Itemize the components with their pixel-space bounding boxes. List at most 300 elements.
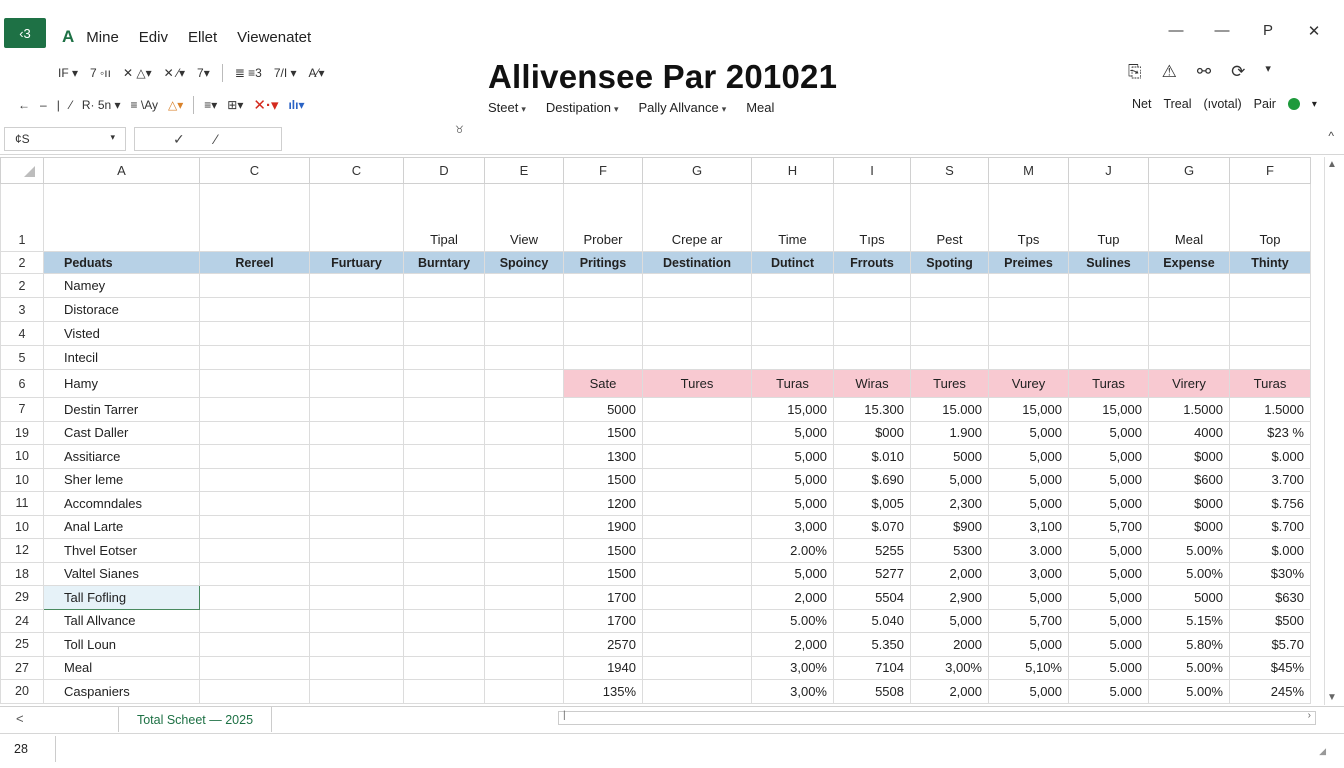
highlight-cell[interactable]: Turas: [1230, 370, 1311, 398]
value-cell[interactable]: 5,10%: [989, 656, 1069, 680]
header-cell[interactable]: Pest: [911, 184, 989, 252]
row-header[interactable]: 10: [1, 515, 44, 539]
value-cell[interactable]: 5,000: [989, 492, 1069, 516]
value-cell[interactable]: $45%: [1230, 656, 1311, 680]
column-title-cell[interactable]: Pritings: [564, 252, 643, 274]
edit-icon[interactable]: ⁄: [214, 131, 218, 147]
ribbon-sort-button[interactable]: ≡▾: [204, 98, 218, 112]
empty-cell[interactable]: [485, 370, 564, 398]
empty-cell[interactable]: [485, 562, 564, 586]
value-cell[interactable]: 3,00%: [752, 680, 834, 704]
alert-icon[interactable]: ⚠: [1161, 62, 1177, 81]
column-header[interactable]: C: [200, 158, 310, 184]
empty-cell[interactable]: [404, 322, 485, 346]
value-cell[interactable]: [643, 680, 752, 704]
header-cell[interactable]: [310, 184, 404, 252]
selected-cell[interactable]: Tall Fofling: [44, 586, 200, 610]
value-cell[interactable]: 135%: [564, 680, 643, 704]
ribbon-format-button[interactable]: ≣ ≡3: [234, 66, 262, 80]
column-title-cell[interactable]: Dutinct: [752, 252, 834, 274]
tab-steet[interactable]: [488, 100, 526, 115]
value-cell[interactable]: 5,000: [1069, 421, 1149, 445]
empty-cell[interactable]: [200, 274, 310, 298]
value-cell[interactable]: 5,000: [989, 421, 1069, 445]
value-cell[interactable]: 1.900: [911, 421, 989, 445]
value-cell[interactable]: 5255: [834, 539, 911, 563]
value-cell[interactable]: [643, 562, 752, 586]
value-cell[interactable]: 3,100: [989, 515, 1069, 539]
value-cell[interactable]: 5000: [1149, 586, 1230, 610]
empty-cell[interactable]: [310, 398, 404, 422]
scroll-down-icon[interactable]: ▼: [1327, 692, 1337, 703]
value-cell[interactable]: [643, 421, 752, 445]
empty-cell[interactable]: [485, 346, 564, 370]
empty-cell[interactable]: [643, 322, 752, 346]
header-cell[interactable]: Top: [1230, 184, 1311, 252]
value-cell[interactable]: $.756: [1230, 492, 1311, 516]
column-title-cell[interactable]: Spoting: [911, 252, 989, 274]
tab-prev-icon[interactable]: <: [16, 711, 24, 726]
label-cell[interactable]: Hamy: [44, 370, 200, 398]
header-cell[interactable]: [44, 184, 200, 252]
header-cell[interactable]: Meal: [1149, 184, 1230, 252]
empty-cell[interactable]: [200, 322, 310, 346]
empty-cell[interactable]: [485, 609, 564, 633]
value-cell[interactable]: 15,000: [752, 398, 834, 422]
column-header[interactable]: A: [44, 158, 200, 184]
empty-cell[interactable]: [200, 633, 310, 657]
restore-button[interactable]: P: [1262, 22, 1273, 39]
value-cell[interactable]: 2,300: [911, 492, 989, 516]
ribbon-font-button[interactable]: A⁄▾: [308, 66, 325, 80]
empty-cell[interactable]: [1230, 274, 1311, 298]
empty-cell[interactable]: [752, 322, 834, 346]
empty-cell[interactable]: [404, 539, 485, 563]
vertical-scrollbar[interactable]: [1324, 157, 1340, 705]
value-cell[interactable]: 5.350: [834, 633, 911, 657]
empty-cell[interactable]: [310, 586, 404, 610]
app-logo[interactable]: ‹3: [4, 18, 46, 48]
row-header[interactable]: 29: [1, 586, 44, 610]
empty-cell[interactable]: [911, 274, 989, 298]
ribbon-filter-button[interactable]: IF ▾: [58, 66, 79, 80]
value-cell[interactable]: 5504: [834, 586, 911, 610]
value-cell[interactable]: 5,000: [989, 633, 1069, 657]
row-header[interactable]: 4: [1, 322, 44, 346]
empty-cell[interactable]: [1230, 322, 1311, 346]
value-cell[interactable]: 5,000: [989, 680, 1069, 704]
value-cell[interactable]: 1940: [564, 656, 643, 680]
empty-cell[interactable]: [310, 609, 404, 633]
value-cell[interactable]: $500: [1230, 609, 1311, 633]
empty-cell[interactable]: [310, 445, 404, 469]
column-title-cell[interactable]: Frrouts: [834, 252, 911, 274]
highlight-cell[interactable]: Tures: [911, 370, 989, 398]
empty-cell[interactable]: [404, 445, 485, 469]
value-cell[interactable]: $5.70: [1230, 633, 1311, 657]
value-cell[interactable]: $000: [834, 421, 911, 445]
label-cell[interactable]: Namey: [44, 274, 200, 298]
empty-cell[interactable]: [485, 298, 564, 322]
highlight-cell[interactable]: Virery: [1149, 370, 1230, 398]
empty-cell[interactable]: [643, 274, 752, 298]
ribbon-font-size-button[interactable]: 7 ◦ıı: [90, 66, 111, 80]
horizontal-scrollbar[interactable]: [558, 711, 1316, 725]
value-cell[interactable]: 15.000: [911, 398, 989, 422]
value-cell[interactable]: [643, 468, 752, 492]
column-header[interactable]: E: [485, 158, 564, 184]
empty-cell[interactable]: [1149, 274, 1230, 298]
ribbon-table-button[interactable]: ⊞▾: [227, 98, 244, 112]
value-cell[interactable]: 2000: [911, 633, 989, 657]
value-cell[interactable]: 5,700: [989, 609, 1069, 633]
column-header[interactable]: J: [1069, 158, 1149, 184]
value-cell[interactable]: 3,00%: [911, 656, 989, 680]
menu-mine[interactable]: Mine: [86, 28, 119, 46]
value-cell[interactable]: 5,000: [752, 562, 834, 586]
empty-cell[interactable]: [310, 492, 404, 516]
ribbon-toggle-button[interactable]: —: [1168, 22, 1184, 39]
column-title-cell[interactable]: Rereel: [200, 252, 310, 274]
value-cell[interactable]: 2.00%: [752, 539, 834, 563]
value-cell[interactable]: $.700: [1230, 515, 1311, 539]
value-cell[interactable]: 4000: [1149, 421, 1230, 445]
empty-cell[interactable]: [485, 680, 564, 704]
empty-cell[interactable]: [1230, 298, 1311, 322]
ribbon-clear-button[interactable]: ✕ △▾: [122, 66, 152, 80]
empty-cell[interactable]: [310, 562, 404, 586]
value-cell[interactable]: 1200: [564, 492, 643, 516]
value-cell[interactable]: 5,000: [989, 445, 1069, 469]
empty-cell[interactable]: [989, 274, 1069, 298]
row-header[interactable]: 27: [1, 656, 44, 680]
highlight-cell[interactable]: Tures: [643, 370, 752, 398]
ribbon-bar-button[interactable]: |: [56, 98, 60, 112]
value-cell[interactable]: 5508: [834, 680, 911, 704]
empty-cell[interactable]: [200, 586, 310, 610]
value-cell[interactable]: $000: [1149, 492, 1230, 516]
row-header[interactable]: 25: [1, 633, 44, 657]
value-cell[interactable]: 5277: [834, 562, 911, 586]
net-label[interactable]: Net: [1132, 97, 1152, 111]
value-cell[interactable]: [643, 445, 752, 469]
label-cell[interactable]: Visted: [44, 322, 200, 346]
empty-cell[interactable]: [485, 421, 564, 445]
empty-cell[interactable]: [834, 346, 911, 370]
row-header[interactable]: 18: [1, 562, 44, 586]
row-header[interactable]: 6: [1, 370, 44, 398]
value-cell[interactable]: 5.00%: [1149, 680, 1230, 704]
value-cell[interactable]: $.000: [1230, 445, 1311, 469]
value-cell[interactable]: 5,000: [1069, 445, 1149, 469]
column-title-cell[interactable]: Spoincy: [485, 252, 564, 274]
header-cell[interactable]: [200, 184, 310, 252]
empty-cell[interactable]: [752, 298, 834, 322]
empty-cell[interactable]: [310, 370, 404, 398]
empty-cell[interactable]: [200, 656, 310, 680]
value-cell[interactable]: 2,900: [911, 586, 989, 610]
empty-cell[interactable]: [834, 298, 911, 322]
column-header[interactable]: H: [752, 158, 834, 184]
value-cell[interactable]: [643, 609, 752, 633]
empty-cell[interactable]: [911, 298, 989, 322]
column-title-cell[interactable]: Expense: [1149, 252, 1230, 274]
empty-cell[interactable]: [404, 370, 485, 398]
column-title-cell[interactable]: Preimes: [989, 252, 1069, 274]
value-cell[interactable]: 5.00%: [1149, 562, 1230, 586]
label-cell[interactable]: Destin Tarrer: [44, 398, 200, 422]
menu-viewenatet[interactable]: Viewenatet: [237, 28, 312, 46]
empty-cell[interactable]: [485, 586, 564, 610]
row-header[interactable]: 2: [1, 274, 44, 298]
collapse-ribbon-icon[interactable]: ^: [1328, 129, 1334, 143]
empty-cell[interactable]: [200, 346, 310, 370]
value-cell[interactable]: 5,000: [752, 421, 834, 445]
value-cell[interactable]: $.690: [834, 468, 911, 492]
empty-cell[interactable]: [200, 445, 310, 469]
value-cell[interactable]: 1900: [564, 515, 643, 539]
menu-ediv[interactable]: Ediv: [138, 28, 168, 46]
empty-cell[interactable]: [200, 421, 310, 445]
empty-cell[interactable]: [200, 468, 310, 492]
value-cell[interactable]: 5.00%: [752, 609, 834, 633]
ribbon-style-button[interactable]: R· 5n ▾: [81, 98, 121, 112]
empty-cell[interactable]: [752, 346, 834, 370]
column-title-cell[interactable]: Sulines: [1069, 252, 1149, 274]
value-cell[interactable]: 245%: [1230, 680, 1311, 704]
empty-cell[interactable]: [485, 656, 564, 680]
highlight-cell[interactable]: Wiras: [834, 370, 911, 398]
menu-ellet[interactable]: Ellet: [187, 28, 218, 46]
empty-cell[interactable]: [404, 398, 485, 422]
minimize-button[interactable]: —: [1214, 22, 1230, 39]
value-cell[interactable]: $30%: [1230, 562, 1311, 586]
header-cell[interactable]: View: [485, 184, 564, 252]
empty-cell[interactable]: [404, 468, 485, 492]
label-cell[interactable]: Distorace: [44, 298, 200, 322]
empty-cell[interactable]: [485, 468, 564, 492]
value-cell[interactable]: 5.040: [834, 609, 911, 633]
label-cell[interactable]: Sher leme: [44, 468, 200, 492]
empty-cell[interactable]: [643, 298, 752, 322]
sheet-tab-total[interactable]: Total Scheet — 2025: [118, 707, 272, 732]
column-header[interactable]: F: [564, 158, 643, 184]
highlight-cell[interactable]: Turas: [1069, 370, 1149, 398]
empty-cell[interactable]: [564, 298, 643, 322]
column-header[interactable]: M: [989, 158, 1069, 184]
row-header[interactable]: 10: [1, 468, 44, 492]
value-cell[interactable]: [643, 656, 752, 680]
empty-cell[interactable]: [564, 274, 643, 298]
label-cell[interactable]: Thvel Eotser: [44, 539, 200, 563]
empty-cell[interactable]: [200, 492, 310, 516]
empty-cell[interactable]: [404, 656, 485, 680]
label-cell[interactable]: Accomndales: [44, 492, 200, 516]
value-cell[interactable]: [643, 492, 752, 516]
empty-cell[interactable]: [564, 346, 643, 370]
empty-cell[interactable]: [752, 274, 834, 298]
value-cell[interactable]: $000: [1149, 445, 1230, 469]
value-cell[interactable]: 5,000: [1069, 492, 1149, 516]
label-cell[interactable]: Intecil: [44, 346, 200, 370]
column-title-cell[interactable]: Destination: [643, 252, 752, 274]
empty-cell[interactable]: [200, 398, 310, 422]
value-cell[interactable]: $630: [1230, 586, 1311, 610]
empty-cell[interactable]: [485, 445, 564, 469]
ribbon-align-button[interactable]: ≡ \Ay: [130, 98, 158, 112]
value-cell[interactable]: $000: [1149, 515, 1230, 539]
empty-cell[interactable]: [310, 346, 404, 370]
name-box[interactable]: [4, 127, 126, 151]
empty-cell[interactable]: [834, 322, 911, 346]
row-header[interactable]: 7: [1, 398, 44, 422]
empty-cell[interactable]: [404, 492, 485, 516]
value-cell[interactable]: $23 %: [1230, 421, 1311, 445]
value-cell[interactable]: 5000: [564, 398, 643, 422]
label-cell[interactable]: Assitiarce: [44, 445, 200, 469]
fill-color-icon[interactable]: △▾: [168, 98, 184, 112]
value-cell[interactable]: 5.000: [1069, 656, 1149, 680]
value-cell[interactable]: 5.00%: [1149, 539, 1230, 563]
ribbon-number-button[interactable]: 7▾: [197, 66, 210, 80]
empty-cell[interactable]: [404, 562, 485, 586]
label-cell[interactable]: Anal Larte: [44, 515, 200, 539]
empty-cell[interactable]: [485, 515, 564, 539]
column-title-cell[interactable]: Furtuary: [310, 252, 404, 274]
row-header[interactable]: 2: [1, 252, 44, 274]
empty-cell[interactable]: [911, 322, 989, 346]
resize-grip-icon[interactable]: ◢: [1319, 746, 1326, 756]
chart-icon[interactable]: ılı▾: [288, 98, 305, 112]
empty-cell[interactable]: [200, 298, 310, 322]
chevron-down-icon[interactable]: ▾: [1311, 98, 1317, 110]
column-header[interactable]: G: [643, 158, 752, 184]
empty-cell[interactable]: [200, 539, 310, 563]
confirm-icon[interactable]: ✓: [173, 130, 185, 147]
undo-arrow-icon[interactable]: ←: [18, 98, 30, 112]
empty-cell[interactable]: [310, 322, 404, 346]
header-cell[interactable]: Tıps: [834, 184, 911, 252]
value-cell[interactable]: 5.00%: [1149, 656, 1230, 680]
value-cell[interactable]: 5,000: [1069, 562, 1149, 586]
value-cell[interactable]: $,005: [834, 492, 911, 516]
empty-cell[interactable]: [989, 322, 1069, 346]
value-cell[interactable]: [643, 515, 752, 539]
empty-cell[interactable]: [310, 421, 404, 445]
value-cell[interactable]: 5,000: [752, 468, 834, 492]
empty-cell[interactable]: [200, 515, 310, 539]
empty-cell[interactable]: [1149, 298, 1230, 322]
empty-cell[interactable]: [1069, 322, 1149, 346]
header-cell[interactable]: Prober: [564, 184, 643, 252]
row-header[interactable]: 12: [1, 539, 44, 563]
row-header[interactable]: 10: [1, 445, 44, 469]
value-cell[interactable]: 5,000: [911, 609, 989, 633]
value-cell[interactable]: 3,000: [752, 515, 834, 539]
column-title-cell[interactable]: Burntary: [404, 252, 485, 274]
empty-cell[interactable]: [404, 515, 485, 539]
empty-cell[interactable]: [485, 492, 564, 516]
column-header[interactable]: S: [911, 158, 989, 184]
value-cell[interactable]: 5.000: [1069, 680, 1149, 704]
value-cell[interactable]: $.070: [834, 515, 911, 539]
row-header[interactable]: 1: [1, 184, 44, 252]
value-cell[interactable]: 1500: [564, 468, 643, 492]
value-cell[interactable]: [643, 398, 752, 422]
value-cell[interactable]: 1300: [564, 445, 643, 469]
empty-cell[interactable]: [310, 468, 404, 492]
row-header[interactable]: 5: [1, 346, 44, 370]
empty-cell[interactable]: [911, 346, 989, 370]
empty-cell[interactable]: [485, 633, 564, 657]
empty-cell[interactable]: [1149, 346, 1230, 370]
value-cell[interactable]: 1.5000: [1230, 398, 1311, 422]
highlight-cell[interactable]: Vurey: [989, 370, 1069, 398]
column-title-cell[interactable]: Peduats: [44, 252, 200, 274]
value-cell[interactable]: 5000: [911, 445, 989, 469]
header-cell[interactable]: Tps: [989, 184, 1069, 252]
empty-cell[interactable]: [404, 346, 485, 370]
value-cell[interactable]: 2570: [564, 633, 643, 657]
empty-cell[interactable]: [1230, 346, 1311, 370]
link-icon[interactable]: ⚯: [1196, 62, 1212, 81]
empty-cell[interactable]: [1069, 346, 1149, 370]
empty-cell[interactable]: [404, 298, 485, 322]
empty-cell[interactable]: [200, 680, 310, 704]
empty-cell[interactable]: [310, 298, 404, 322]
ribbon-fraction-button[interactable]: 7/I ▾: [273, 66, 297, 80]
empty-cell[interactable]: [404, 421, 485, 445]
value-cell[interactable]: 1500: [564, 562, 643, 586]
empty-cell[interactable]: [310, 656, 404, 680]
value-cell[interactable]: $900: [911, 515, 989, 539]
pair-label[interactable]: Pair: [1253, 97, 1276, 111]
value-cell[interactable]: 5.80%: [1149, 633, 1230, 657]
row-header[interactable]: 20: [1, 680, 44, 704]
close-button[interactable]: ✕: [1307, 23, 1321, 40]
value-cell[interactable]: 5,000: [1069, 609, 1149, 633]
empty-cell[interactable]: [643, 346, 752, 370]
header-cell[interactable]: Crepe ar: [643, 184, 752, 252]
ribbon-dash-button[interactable]: –: [40, 98, 47, 112]
empty-cell[interactable]: [989, 298, 1069, 322]
delete-icon[interactable]: ✕·▾: [253, 97, 279, 114]
empty-cell[interactable]: [485, 539, 564, 563]
value-cell[interactable]: 5300: [911, 539, 989, 563]
row-header[interactable]: 24: [1, 609, 44, 633]
treal-label[interactable]: Treal: [1163, 97, 1192, 111]
empty-cell[interactable]: [1069, 298, 1149, 322]
tab-destipation[interactable]: [546, 100, 619, 115]
empty-cell[interactable]: [404, 680, 485, 704]
empty-cell[interactable]: [310, 274, 404, 298]
empty-cell[interactable]: [310, 680, 404, 704]
row-header[interactable]: 19: [1, 421, 44, 445]
empty-cell[interactable]: [1149, 322, 1230, 346]
value-cell[interactable]: 5,000: [752, 445, 834, 469]
value-cell[interactable]: 1700: [564, 609, 643, 633]
header-cell[interactable]: Tipal: [404, 184, 485, 252]
value-cell[interactable]: 15,000: [1069, 398, 1149, 422]
column-header[interactable]: F: [1230, 158, 1311, 184]
empty-cell[interactable]: [404, 633, 485, 657]
value-cell[interactable]: 3.700: [1230, 468, 1311, 492]
empty-cell[interactable]: [404, 609, 485, 633]
row-header[interactable]: 3: [1, 298, 44, 322]
value-cell[interactable]: 3.000: [989, 539, 1069, 563]
value-cell[interactable]: 5,000: [989, 586, 1069, 610]
empty-cell[interactable]: [310, 515, 404, 539]
